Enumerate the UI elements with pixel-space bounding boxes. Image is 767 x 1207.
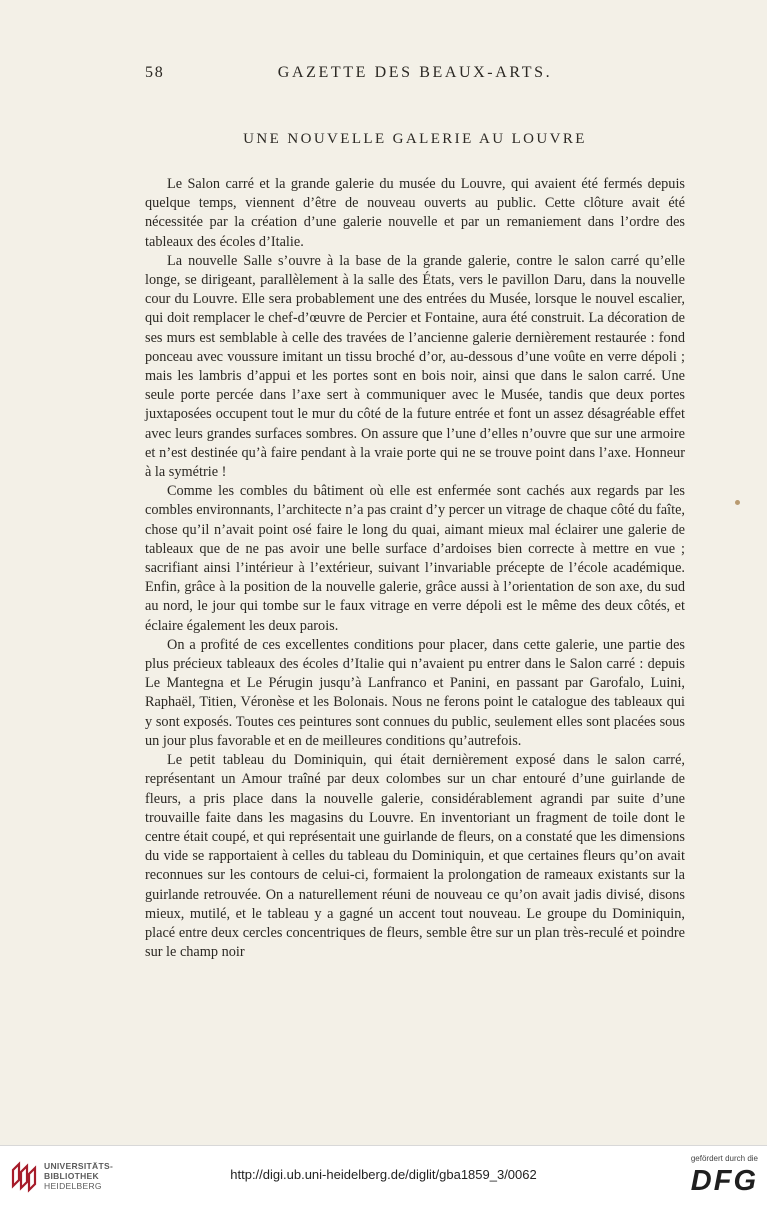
- running-head: [145, 64, 685, 86]
- document-url[interactable]: http://digi.ub.uni-heidelberg.de/diglit/gba1859_3/0062: [230, 1167, 537, 1182]
- page-number: 58: [145, 64, 165, 81]
- dfg-logo[interactable]: DFG: [690, 1165, 758, 1197]
- paragraph: Le Salon carré et la grande galerie du musée du Louvre, qui avaient été fermés depuis quelque temps, viennent d’être de nouveau ouverts au public. Cette clôture avait été nécessitée par la création d’une galerie nouvelle et par un remaniement dans l’ordre des tableaux des écoles d’Italie.: [145, 176, 685, 250]
- journal-title: GAZETTE DES BEAUX-ARTS.: [277, 64, 553, 81]
- library-name-line: UNIVERSITÄTS-: [44, 1161, 114, 1171]
- funding-text: gefördert durch die: [690, 1154, 758, 1163]
- library-name-line: HEIDELBERG: [44, 1181, 102, 1191]
- paragraph: La nouvelle Salle s’ouvre à la base de la grande galerie, contre le salon carré qu’elle longe, se dirigeant, parallèlement à la salle des États, vers le pavillon Daru, dans la nouvelle cour du Louvre. Elle sera probablement une des entrées du Musée, lorsque le nouvel escalier, qui doit remplacer le chef-d’œuvre de Percier et Fontaine, aura été construit. La décoration de ses murs est semblable à celle des travées de l’ancienne galerie dernièrement restaurée : fond ponceau avec voussure imitant un tissu broché d’or, au-dessous d’une voûte en verre dépoli ; mais les lambris d’appui et les portes sont en bois noir, ainsi que dans le salon carré. Une seule porte percée dans l’axe sert à communiquer avec le Musée, tandis que deux portes juxtaposées occupent tout le mur du côté de la future entrée et font un assez désagréable effet avec leurs grandes surfaces sombres. On assure que l’une d’elles n’ouvre que sur une armoire et n’est destinée qu’à faire pendant à la vraie porte qui ne se trouve point dans l’axe. Honneur à la symétrie !: [145, 252, 685, 481]
- article-body: [145, 175, 685, 962]
- library-name-line: BIBLIOTHEK: [44, 1171, 99, 1181]
- viewer-footer: [0, 1145, 767, 1207]
- article-title: UNE NOUVELLE GALERIE AU LOUVRE: [243, 131, 587, 147]
- paragraph: Comme les combles du bâtiment où elle est enfermée sont cachés aux regards par les combles environnants, l’architecte n’a pas craint d’y percer un vitrage de chaque côté du faîte, chose qu’il n’avait point osé faire le long du quai, aimant mieux mal éclairer une galerie de tableaux que de ne pas avoir une belle surface d’ardoises bien correcte à mettre en vue ; sacrifiant ainsi l’intérieur à l’extérieur, suivant l’invariable précepte de l’école académique. Enfin, grâce à la position de la nouvelle galerie, grâce aussi à l’orientation de son axe, du sud au nord, le jour qui tombe sur le faux vitrage en verre dépoli est le même des deux côtés, et éclaire également les deux parois.: [145, 483, 685, 634]
- paragraph: Le petit tableau du Dominiquin, qui était dernièrement exposé dans le salon carré, représentant un Amour traîné par deux colombes sur un char entouré d’une guirlande de fleurs, a pris place dans la nouvelle galerie, considérablement agrandi par suite d’une trouvaille faite dans les magasins du Louvre. En inventoriant un fragment de toile dont le centre était coupé, et qui représentait une guirlande de fleurs, on a constaté que les dimensions du vide se rapportaient à celles du tableau du Dominiquin, et que certaines fleurs qu’on avait reconnues sur les contours de celui-ci, formaient la prolongation de rameaux existants sur la guirlande retrouvée. On a naturellement réuni de nouveau ce qu’on avait jadis divisé, disons mieux, mutilé, et le tableau y a gagné un accent tout nouveau. Le groupe du Dominiquin, placé entre deux cercles concentriques de fleurs, semble être sur un plan très-reculé et poindre sur le champ noir: [145, 752, 685, 961]
- margin-stain: [735, 500, 740, 505]
- paragraph: On a profité de ces excellentes conditions pour placer, dans cette galerie, une partie des plus précieux tableaux des écoles d’Italie qui n’avaient pu entrer dans le Salon carré : depuis Le Mantegna et Le Pérugin jusqu’à Lanfranco et Panini, en passant par Garofalo, Luini, Raphaël, Titien, Véronèse et les Bolonais. Nous ne ferons point le catalogue des tableaux qui y sont exposés. Toutes ces peintures sont connues du public, seulement elles sont placées sous un jour plus favorable et en de meilleures conditions qu’autrefois.: [145, 636, 685, 749]
- funding-notice: [678, 1154, 758, 1196]
